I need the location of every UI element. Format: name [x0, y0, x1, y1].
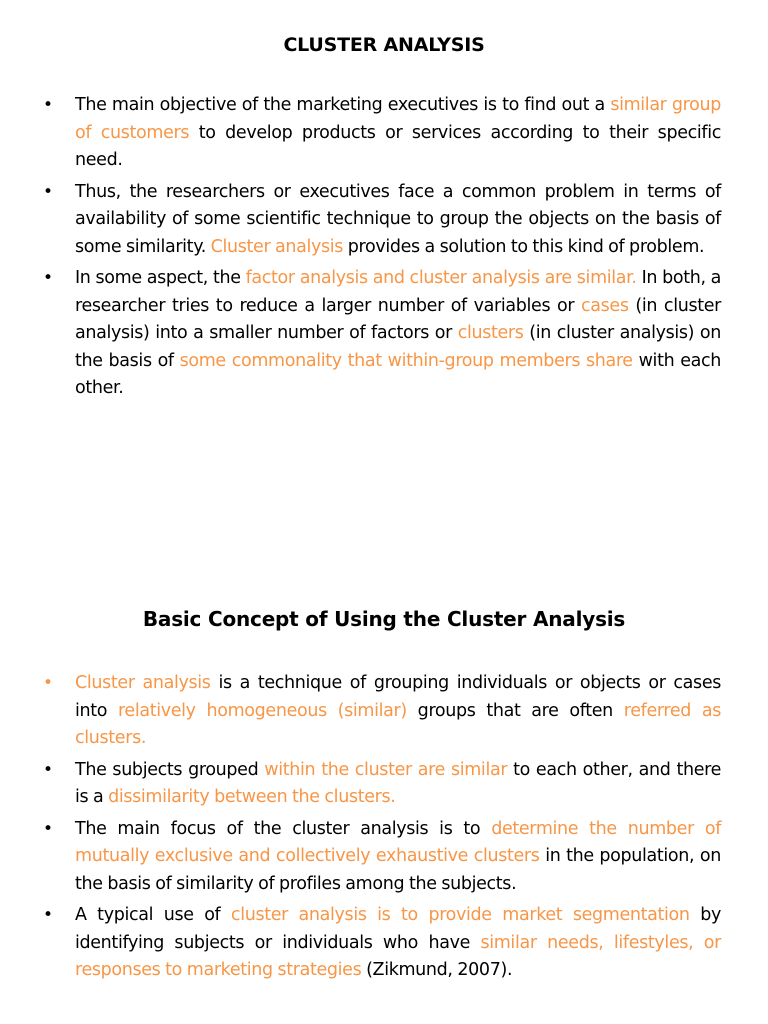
body-text: The main focus of the cluster analysis is to	[75, 818, 492, 839]
highlighted-text: similar group of customers	[75, 95, 721, 143]
body-text: groups that are often	[406, 700, 624, 721]
highlighted-text: relatively homogeneous (similar)	[117, 700, 407, 721]
body-text: In some aspect, the	[75, 268, 246, 288]
body-text: (Zikmund, 2007).	[361, 960, 513, 980]
body-text: provides a solution to this kind of problem.	[343, 236, 705, 257]
bullet-icon: •	[43, 673, 53, 693]
list-item	[43, 670, 721, 753]
highlighted-text: Cluster analysis	[210, 236, 344, 257]
bullet-list-section-2	[43, 670, 721, 989]
bullet-icon: •	[43, 181, 53, 202]
body-text: The main objective of the marketing executives is to find out a	[75, 95, 611, 115]
body-text: to develop products or services according to their specific need.	[75, 122, 721, 170]
list-item	[43, 92, 721, 175]
body-text: The subjects grouped	[75, 759, 265, 780]
highlighted-text: cluster analysis is to provide market segmentation	[230, 905, 690, 925]
body-text: (in cluster analysis) on the basis of	[75, 323, 721, 371]
body-text: In both, a researcher tries to reduce a larger number of variables or	[75, 268, 721, 316]
bullet-icon: •	[43, 905, 53, 925]
body-text: with each other.	[75, 350, 721, 398]
section-title: Basic Concept of Using the Cluster Analysis	[142, 607, 626, 631]
list-item	[43, 179, 721, 262]
highlighted-text: some commonality that within-group members share	[179, 350, 633, 371]
bullet-icon: •	[43, 95, 53, 115]
highlighted-text: determine the number of mutually exclusive and collectively exhaustive clusters	[75, 818, 721, 866]
bullet-list-section-1	[43, 92, 721, 407]
highlighted-text: cases	[581, 295, 629, 316]
body-text: by identifying subjects or individuals who have	[75, 905, 722, 953]
list-item	[43, 757, 721, 812]
body-text: is a technique of grouping individuals or objects or cases into	[75, 673, 722, 721]
page-title: CLUSTER ANALYSIS	[283, 34, 485, 56]
highlighted-text: Cluster analysis	[75, 673, 211, 693]
highlighted-text: referred as clusters.	[75, 700, 721, 748]
body-text: in the population, on the basis of similarity of profiles among the subjects.	[75, 846, 721, 894]
body-text: Thus, the researchers or executives face a common problem in terms of availability of some scientific technique to group the objects on the basis of some similarity.	[75, 181, 721, 257]
highlighted-text: within the cluster are similar	[264, 759, 508, 780]
bullet-icon: •	[43, 268, 53, 288]
list-item	[43, 265, 721, 403]
body-text: to each other, and there is a	[75, 759, 721, 807]
list-item	[43, 816, 721, 899]
list-item	[43, 902, 721, 985]
highlighted-text: similar needs, lifestyles, or responses to marketing strategies	[75, 932, 721, 980]
highlighted-text: dissimilarity between the clusters.	[108, 787, 396, 807]
bullet-icon: •	[43, 818, 53, 839]
highlighted-text: factor analysis and cluster analysis are similar.	[245, 268, 637, 288]
body-text: (in cluster analysis) into a smaller number of factors or	[75, 295, 722, 343]
bullet-icon: •	[43, 759, 53, 780]
body-text: A typical use of	[75, 905, 231, 925]
highlighted-text: clusters	[457, 323, 524, 343]
